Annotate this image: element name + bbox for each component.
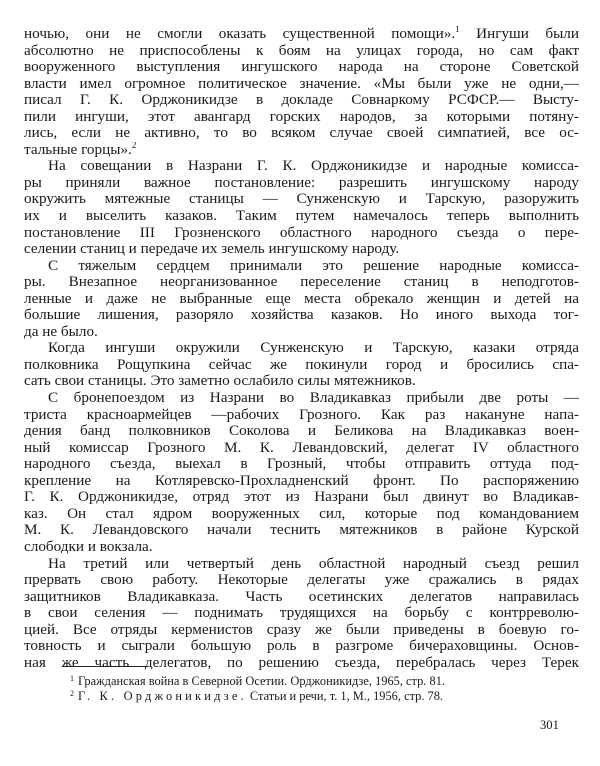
text-line: писал Г. К. Орджоникидзе в докладе Совнаркому РСФСР.— Высту- — [24, 92, 579, 109]
footnote-ref-1[interactable]: 1 — [455, 26, 460, 34]
paragraph-1 — [24, 26, 579, 158]
footnote-marker: 1 — [70, 674, 74, 683]
text-line: селении станиц и передаче их земель ингушскому народу. — [24, 241, 400, 258]
footnote-author: Г. К. Орджоникидзе. — [78, 689, 247, 703]
text-line: С бронепоездом из Назрани во Владикавказ прибыли две роты — — [48, 390, 579, 407]
paragraph-2 — [24, 158, 579, 257]
footnote-text: Гражданская война в Северной Осетии. Орджоникидзе, 1965, стр. 81. — [78, 674, 445, 688]
footnote-divider — [62, 666, 148, 667]
text-line: дения банд полковников Соколова и Беликова на Владикавказ воен- — [24, 423, 579, 440]
text-line: да не было. — [24, 323, 98, 340]
footnote-ref-2[interactable]: 2 — [131, 141, 137, 150]
text-line: Г. К. Орджоникидзе, отряд этот из Назрани был двинут во Владикав- — [24, 489, 579, 506]
text-line: цией. Все отряды керменистов сразу же были приведены в боевую го- — [24, 621, 579, 638]
text-line: большие лишения, разоряло хозяйства казаков. Но иного выхода тог- — [24, 307, 579, 324]
text-line: прервать свою работу. Некоторые делегаты уже сражались в рядах — [24, 572, 579, 589]
text-line: власти имел огромное политическое значение. «Мы были уже не одни,— — [24, 75, 579, 92]
text-line: пили ингуши, этот авангард горских народов, за которыми потяну- — [24, 108, 579, 125]
text-line: защитников Владикавказа. Часть осетинских делегатов направилась — [24, 588, 579, 605]
text-line: товность и сыграли большую роль в разгроме бичераховщины. Основ- — [24, 638, 579, 655]
text-line: в свои селения — поднимать трудящихся на борьбу с контрреволю- — [24, 605, 579, 622]
text-line: ночью, они не смогли оказать существенной помощи».$^1$ Ингуши были — [24, 26, 579, 42]
text-line: М. К. Левандовского начали теснить мятежников в районе Курской — [24, 522, 579, 539]
text-line: На совещании в Назрани Г. К. Орджоникидзе и народные комисса- — [48, 158, 579, 175]
footnote-marker: 2 — [70, 689, 74, 698]
text-line: слободки и вокзала. — [24, 538, 153, 555]
text-line: постановление III Грозненского областного народного съезда о пере- — [24, 224, 579, 241]
text-line: ный комиссар Грозного М. К. Левандовский, делегат IV областного — [24, 439, 579, 456]
footnote-text: Статьи и речи, т. 1, М., 1956, стр. 78. — [246, 689, 444, 703]
page-number: 301 — [540, 718, 559, 732]
text-line: ры приняли важное постановление: разрешить ингушскому народу — [24, 174, 579, 191]
text-line: С тяжелым сердцем принимали это решение народные комисса- — [48, 257, 579, 274]
text-line: ленные и даже не выбранные еще места обрекало женщин и детей на — [24, 290, 579, 307]
text-line: окружить мятежные станицы — Сунженскую и Тарскую, разоружить — [24, 191, 579, 208]
text-line: Когда ингуши окружили Сунженскую и Тарскую, казаки отряда — [48, 340, 579, 357]
footnotes — [70, 674, 590, 704]
text-line: На третий или четвертый день областной народный съезд решил — [48, 555, 579, 572]
paragraph-5 — [24, 390, 579, 555]
paragraph-6 — [24, 556, 579, 672]
page-body — [24, 26, 579, 671]
footnote-2 — [70, 689, 590, 704]
text-line: лись, если не активно, то во всяком случае своей симпатией, все ос- — [24, 125, 579, 142]
text-line: их и выселить казаков. Таким путем намечалось теперь выполнить — [24, 208, 579, 225]
text-line: абсолютно не приспособлены к боям на улицах города, но сам факт — [24, 42, 579, 59]
footnote-1 — [70, 674, 590, 689]
text-line: крепление на Котляревско-Прохладненский фронт. По распоряжению — [24, 472, 579, 489]
text-line: народного съезда, выехал в Грозный, чтобы отправить оттуда под- — [24, 456, 579, 473]
text-line: каз. Он стал ядром вооруженных сил, которые под командованием — [24, 505, 579, 522]
text-line: полковника Рощупкина сейчас же покинули город и бросились спа- — [24, 356, 579, 373]
text-line: ры. Внезапное неорганизованное переселение станиц в неподготов- — [24, 274, 579, 291]
text-line: сать свои станицы. Это заметно ослабило силы мятежников. — [24, 373, 416, 390]
text-line: ная же часть делегатов, по решению съезда, перебралась через Терек — [24, 654, 579, 671]
text-line: триста красноармейцев —рабочих Грозного. Как раз накануне напа- — [24, 406, 579, 423]
paragraph-4 — [24, 340, 579, 390]
paragraph-3 — [24, 258, 579, 341]
text-line: вооруженного выступления ингушского народа на стороне Советской — [24, 59, 579, 76]
text-line: тальные горцы».$^2$ — [24, 141, 137, 158]
